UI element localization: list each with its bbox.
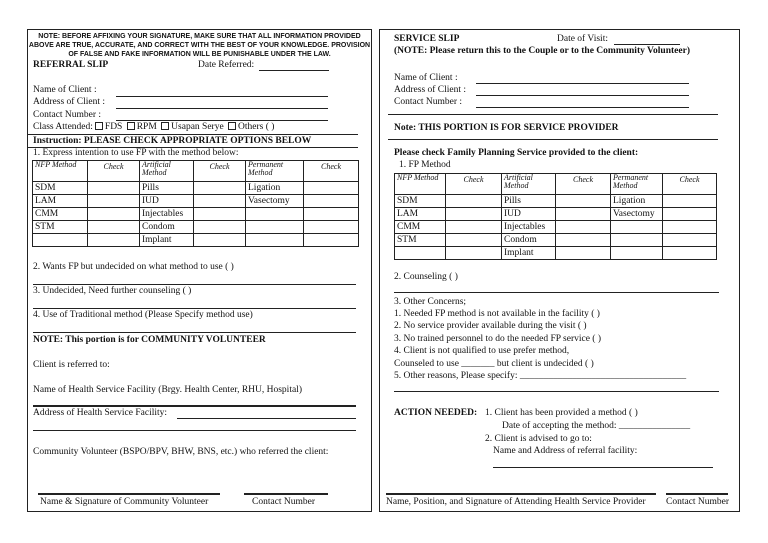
check-cell[interactable] [663,234,717,247]
table-header: Artificial Method [140,161,194,182]
method-cell: LAM [33,195,88,208]
method-cell: Implant [502,247,556,260]
table-row [395,208,717,221]
method-cell: IUD [502,208,556,221]
check-cell[interactable] [194,182,246,195]
check-cell[interactable] [446,208,502,221]
client-name-label: Name of Client : [33,85,97,95]
check-cell[interactable] [663,195,717,208]
check-cell[interactable] [446,195,502,208]
volunteer-contact-label: Contact Number [252,497,316,507]
check-cell[interactable] [194,208,246,221]
method-cell [33,234,88,247]
method-cell: Implant [140,234,194,247]
method-cell: Injectables [502,221,556,234]
divider [394,292,719,293]
notice-line: OF FALSE AND FAKE INFORMATION WILL BE PUNISHABLE UNDER THE LAW. [68,51,331,58]
divider [33,284,356,285]
divider [388,114,718,115]
check-cell[interactable] [304,221,359,234]
item-4-text: 4. Use of Traditional method (Please Specify method use) [33,310,253,320]
concern-item: Counseled to use _______ but client is undecided ( ) [394,359,594,369]
table-header: Artificial Method [502,174,556,195]
divider [33,308,356,309]
notice-line: NOTE: BEFORE AFFIXING YOUR SIGNATURE, MAKE SURE THAT ALL INFORMATION PROVIDED [38,33,361,40]
contact-number-label: Contact Number : [394,97,463,107]
method-cell: STM [395,234,446,247]
table-header: Check [663,174,717,195]
divider [28,134,358,135]
method-cell: CMM [33,208,88,221]
action-needed-label: ACTION NEEDED: [394,408,478,418]
provider-contact-label: Contact Number [666,497,730,507]
table-header: Check [446,174,502,195]
table-row [395,234,717,247]
class-option: Usapan Serye [171,122,224,132]
table-row [33,234,359,247]
table-row [33,221,359,234]
method-cell: SDM [395,195,446,208]
method-cell: Condom [502,234,556,247]
check-cell[interactable] [88,221,140,234]
item-2-text: 2. Wants FP but undecided on what method to use ( ) [33,262,234,272]
table-header: Check [194,161,246,182]
contact-number-field[interactable] [476,107,689,108]
action-1-text: 1. Client has been provided a method ( ) [485,408,638,418]
instruction-text: Instruction: PLEASE CHECK APPROPRIATE OPTIONS BELOW [33,136,312,146]
concern-item: 3. No trained personnel to do the needed FP service ( ) [394,334,602,344]
table-row [33,195,359,208]
divider [394,391,719,392]
referral-facility-line[interactable] [493,467,713,468]
fp-method-table-left [32,160,359,247]
check-cell[interactable] [556,195,611,208]
facility-address-line-2[interactable] [33,430,356,431]
check-cell[interactable] [194,234,246,247]
concern-item: 2. No service provider available during the visit ( ) [394,321,587,331]
table-row [395,195,717,208]
client-address-field[interactable] [116,108,328,109]
table-row [395,247,717,260]
check-cell[interactable] [88,182,140,195]
client-name-field[interactable] [116,96,328,97]
table-header: NFP Method [33,161,88,182]
table-header: NFP Method [395,174,446,195]
fp-method-label: 1. FP Method [399,160,451,170]
date-of-visit-line[interactable] [614,44,680,45]
method-cell: SDM [33,182,88,195]
volunteer-signature-line[interactable] [38,493,220,495]
other-concerns-label: 3. Other Concerns; [394,297,467,307]
contact-number-label: Contact Number : [33,110,102,120]
provider-note: Note: THIS PORTION IS FOR SERVICE PROVIDER [394,123,619,133]
method-cell [611,234,663,247]
table-row [33,182,359,195]
action-2-facility: Name and Address of referral facility: [493,446,638,456]
volunteer-contact-line[interactable] [244,493,328,495]
divider [388,139,718,140]
concern-item: 4. Client is not qualified to use prefer method, [394,346,570,356]
check-cell[interactable] [556,247,611,260]
class-option: RPM [136,122,157,132]
table-header: Permanent Method [246,161,304,182]
method-cell [395,247,446,260]
check-cell[interactable] [88,195,140,208]
method-cell [611,221,663,234]
method-cell: Injectables [140,208,194,221]
client-address-field[interactable] [476,95,689,96]
check-cell[interactable] [194,221,246,234]
volunteer-signature-label: Name & Signature of Community Volunteer [40,497,209,507]
table-row [33,208,359,221]
counseling-text: 2. Counseling ( ) [394,272,458,282]
method-cell: Vasectomy [246,195,304,208]
class-attended-row [33,122,274,132]
date-of-visit-label: Date of Visit: [557,34,608,44]
method-cell [246,208,304,221]
check-cell[interactable] [663,221,717,234]
check-cell[interactable] [446,247,502,260]
client-address-label: Address of Client : [33,97,106,107]
fp-method-table-right [394,173,717,260]
volunteer-referrer-label: Community Volunteer (BSPO/BPV, BHW, BNS, etc.) who referred the client: [33,447,329,457]
check-cell[interactable] [663,247,717,260]
class-attended-label: Class Attended: [33,122,93,132]
method-cell: Ligation [246,182,304,195]
concern-item: 5. Other reasons, Please specify: ___________________________________ [394,371,687,381]
class-option: FDS [104,122,123,132]
method-cell [246,221,304,234]
facility-name-label: Name of Health Service Facility (Brgy. Health Center, RHU, Hospital) [33,385,302,395]
method-cell [246,234,304,247]
action-1-date: Date of accepting the method: _______________ [502,421,691,431]
table-header: Permanent Method [611,174,663,195]
service-slip-note: (NOTE: Please return this to the Couple or to the Community Volunteer) [394,46,690,56]
provider-contact-line[interactable] [666,493,728,495]
method-cell: Pills [502,195,556,208]
referral-slip-title: REFERRAL SLIP [33,60,109,70]
check-cell[interactable] [556,208,611,221]
check-cell[interactable] [446,234,502,247]
check-cell[interactable] [304,195,359,208]
concern-item: 1. Needed FP method is not available in the facility ( ) [394,309,600,319]
item-3-text: 3. Undecided, Need further counseling ( ) [33,286,192,296]
method-cell [611,247,663,260]
check-cell[interactable] [88,208,140,221]
method-cell: IUD [140,195,194,208]
class-option: Others ( ) [238,122,275,132]
checkbox[interactable] [95,122,103,130]
facility-address-label: Address of Health Service Facility: [33,408,168,418]
action-2-text: 2. Client is advised to go to: [485,434,592,444]
provider-signature-line[interactable] [386,493,656,495]
referred-to-label: Client is referred to: [33,360,110,370]
service-slip-title: SERVICE SLIP [394,34,460,44]
contact-number-field[interactable] [116,120,328,121]
method-cell: LAM [395,208,446,221]
check-cell[interactable] [304,234,359,247]
check-cell[interactable] [88,234,140,247]
volunteer-note: NOTE: This portion is for COMMUNITY VOLUNTEER [33,335,266,345]
method-cell: Pills [140,182,194,195]
check-cell[interactable] [663,208,717,221]
check-cell[interactable] [194,195,246,208]
check-service-line: Please check Family Planning Service provided to the client: [394,148,639,158]
method-cell: STM [33,221,88,234]
check-cell[interactable] [304,182,359,195]
table-header: Check [304,161,359,182]
method-cell: CMM [395,221,446,234]
facility-address-line[interactable] [177,418,356,419]
divider [33,332,356,333]
checkbox[interactable] [127,122,135,130]
table-row [395,221,717,234]
date-referred-label: Date Referred: [198,60,255,70]
table-header: Check [88,161,140,182]
date-referred-line[interactable] [259,70,329,71]
notice-line: ABOVE ARE TRUE, ACCURATE, AND CORRECT WITH THE BEST OF YOUR KNOWLEDGE. PROVISION [28,42,371,49]
client-name-field[interactable] [476,83,689,84]
check-cell[interactable] [304,208,359,221]
check-cell[interactable] [556,234,611,247]
client-name-label: Name of Client : [394,73,458,83]
check-cell[interactable] [556,221,611,234]
method-cell: Condom [140,221,194,234]
checkbox[interactable] [228,122,236,130]
legal-notice [28,32,371,59]
client-address-label: Address of Client : [394,85,467,95]
facility-name-line[interactable] [33,405,356,407]
check-cell[interactable] [446,221,502,234]
table-header: Check [556,174,611,195]
item-1-text: 1. Express intention to use FP with the method below: [33,148,239,158]
method-cell: Ligation [611,195,663,208]
method-cell: Vasectomy [611,208,663,221]
provider-signature-label: Name, Position, and Signature of Attending Health Service Provider [386,497,646,507]
checkbox[interactable] [161,122,169,130]
